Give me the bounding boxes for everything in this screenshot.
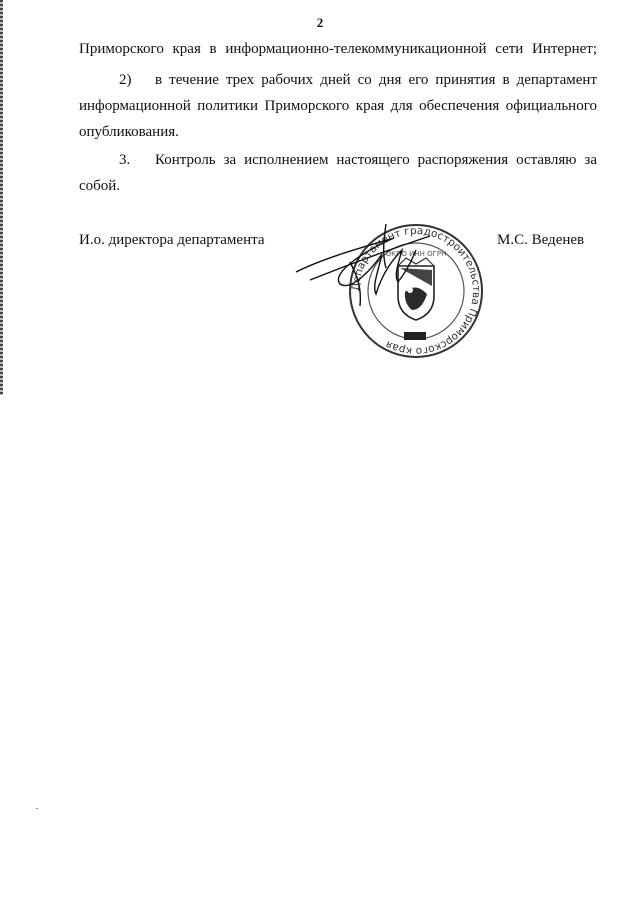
item-2-number: 2) — [119, 72, 132, 88]
item-3-line-2: собой. — [79, 178, 121, 194]
item-2 — [79, 67, 597, 145]
coat-of-arms-icon — [398, 258, 434, 320]
continuation-line — [79, 36, 597, 62]
item-2-line-1: 2) в течение трех рабочих дней со дня его принятия в департамент — [79, 67, 597, 93]
scan-edge — [0, 0, 3, 395]
item-3 — [79, 147, 597, 199]
signatory-position: И.о. директора департамента — [79, 232, 265, 248]
item-3-line-1: 3. Контроль за исполнением настоящего распоряжения оставляю за — [79, 147, 597, 173]
item-2-line-2: информационной политики Приморского края для обеспечения официального — [79, 98, 597, 114]
continuation-text: Приморского края в информационно-телекоммуникационной сети Интернет; — [79, 41, 597, 57]
signatory-name: М.С. Веденев — [497, 232, 585, 248]
seal-outer-text: Департамент градостроительства Приморского края — [349, 224, 483, 358]
page-number: 2 — [316, 15, 324, 30]
item-2-line-3: опубликования. — [79, 124, 179, 140]
seal-inner-text: ОКПО ИНН ОГРН — [385, 250, 447, 258]
official-seal — [290, 214, 502, 360]
item-3-number: 3. — [119, 152, 131, 168]
scan-speck — [36, 808, 38, 809]
seal-bottom-mark — [404, 332, 426, 340]
